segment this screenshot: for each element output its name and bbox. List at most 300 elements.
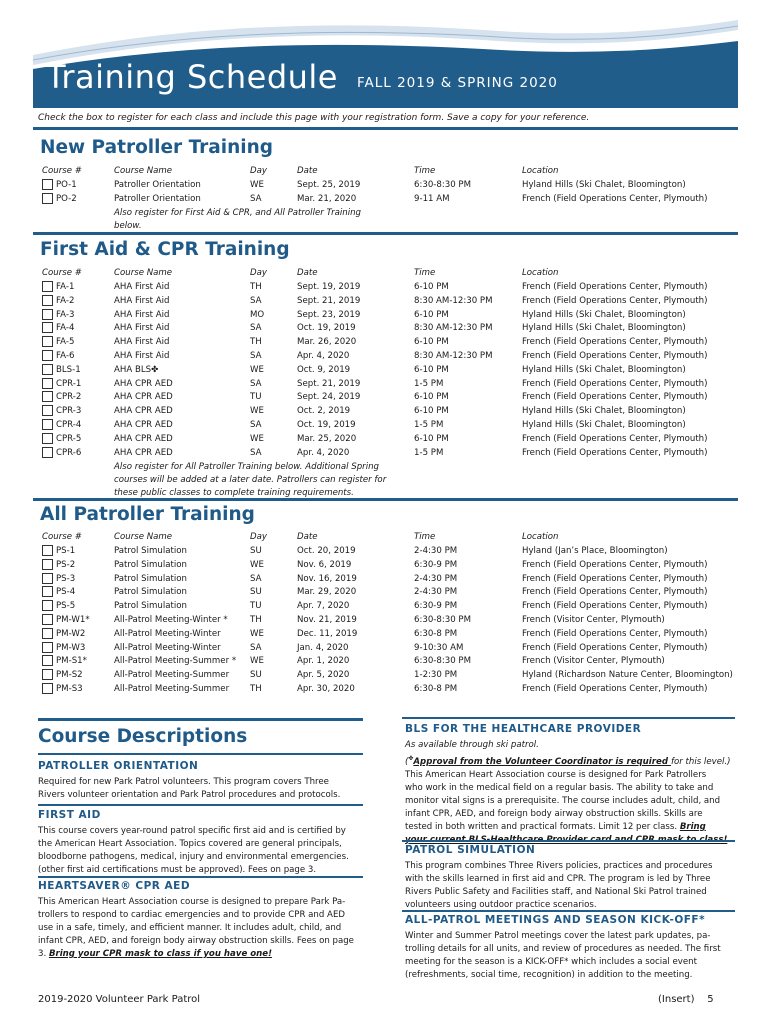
cell-location: French (Field Operations Center, Plymouth) (522, 378, 708, 389)
cell-day: TH (250, 615, 262, 625)
cell-location: Hyland Hills (Ski Chalet, Bloomington) (522, 309, 686, 320)
text-line: who work in the medical field on a regular basis. The ability to take and (405, 782, 714, 793)
cell-time: 1-5 PM (414, 378, 444, 389)
table-row (0, 546, 770, 560)
cell-day: WE (250, 406, 264, 417)
text-line: bloodborne pathogens, medical, injury and environmental emergencies. (38, 852, 349, 862)
text-line: (other first aid certifications must be approved). Fees on page 3. (38, 865, 317, 875)
cell-location: Hyland Hills (Ski Chalet, Bloomington) (522, 406, 686, 417)
cell-name: Patrol Simulation (114, 573, 187, 584)
cell-time: 6-10 PM (414, 337, 449, 348)
cell-date: Nov. 21, 2019 (297, 615, 357, 625)
cell-course: PM-S1* (56, 656, 87, 667)
cell-course: PM-W3 (56, 642, 86, 653)
register-checkbox[interactable] (42, 642, 53, 653)
heading-first-aid: FIRST AID (38, 809, 101, 821)
cell-date: Apr. 5, 2020 (297, 670, 350, 681)
text-line: Rivers Public Safety and Facilities staff, and National Ski Patrol trained (405, 887, 707, 897)
cell-course: CPR-1 (56, 378, 82, 389)
text-fragment: 3. (38, 949, 49, 959)
cell-date: Oct. 20, 2019 (297, 546, 356, 556)
cell-course: PS-3 (56, 573, 76, 584)
text-line: the American Heart Association. Topics covered are general principals, (38, 839, 342, 849)
cell-course: PS-4 (56, 587, 76, 598)
table-header (0, 166, 770, 180)
table-row (0, 601, 770, 615)
text-line: This course covers year-round patrol specific first aid and is certified by (38, 826, 346, 836)
cell-location: French (Field Operations Center, Plymouth) (522, 282, 708, 292)
col-course: Course # (42, 268, 82, 278)
divider (402, 840, 735, 842)
cell-name: All-Patrol Meeting-Winter * (114, 615, 228, 625)
cell-course: PS-1 (56, 546, 76, 556)
col-name: Course Name (114, 166, 173, 176)
table-row (0, 379, 770, 393)
col-location: Location (522, 268, 559, 278)
cell-name: All-Patrol Meeting-Winter (114, 628, 221, 639)
register-checkbox[interactable] (42, 600, 53, 611)
register-checkbox[interactable] (42, 336, 53, 347)
cell-location: Hyland Hills (Ski Chalet, Bloomington) (522, 323, 686, 334)
cell-name: AHA CPR AED (114, 392, 173, 403)
cell-course: CPR-3 (56, 406, 82, 417)
cell-date: Sept. 25, 2019 (297, 180, 361, 190)
cell-name: AHA CPR AED (114, 378, 173, 389)
cell-name: AHA First Aid (114, 282, 170, 292)
cell-day: WE (250, 656, 264, 667)
table-row (0, 560, 770, 574)
cell-date: Dec. 11, 2019 (297, 628, 358, 639)
note-line: courses will be added at a later date. Patrollers can register for (114, 475, 387, 485)
cell-time: 6-10 PM (414, 309, 449, 320)
text-line (38, 948, 354, 961)
cell-day: TU (250, 601, 262, 612)
text-line: Winter and Summer Patrol meetings cover the latest park updates, pa- (405, 931, 711, 941)
divider (402, 717, 735, 719)
divider (402, 910, 735, 912)
register-checkbox[interactable] (42, 405, 53, 416)
text-line: This American Heart Association course is designed for Park Patrollers (405, 769, 707, 780)
cell-time: 1-5 PM (414, 447, 444, 458)
text-line: (refreshments, social time, recognition) in addition to the meeting. (405, 970, 693, 980)
text-line: trolling details for all units, and review of procedures as needed. The first (405, 944, 721, 954)
cell-course: PM-W1* (56, 615, 90, 625)
cell-date: Oct. 19, 2019 (297, 323, 356, 334)
register-checkbox[interactable] (42, 281, 53, 292)
register-checkbox[interactable] (42, 614, 53, 625)
cell-course: CPR-4 (56, 420, 82, 430)
cell-time: 6:30-9 PM (414, 559, 458, 570)
register-checkbox[interactable] (42, 683, 53, 694)
col-course: Course # (42, 532, 82, 542)
heading-patroller-orientation: PATROLLER ORIENTATION (38, 760, 199, 772)
cell-time: 6:30-8:30 PM (414, 656, 472, 667)
table-row (0, 629, 770, 643)
register-checkbox[interactable] (42, 545, 53, 556)
cell-location: French (Field Operations Center, Plymouth) (522, 684, 708, 694)
text-line: monitor vital signs is a prerequisite. The course includes adult, child, and (405, 795, 721, 806)
heading-patrol-simulation: PATROL SIMULATION (405, 844, 536, 856)
text-line: meeting for the season is a KICK-OFF* which includes a social event (405, 957, 697, 967)
cell-name: All-Patrol Meeting-Winter (114, 642, 221, 653)
section-title-all-patroller: All Patroller Training (40, 504, 255, 525)
heading-heartsaver: HEARTSAVER® CPR AED (38, 880, 191, 892)
cell-date: Apr. 4, 2020 (297, 447, 350, 458)
cell-time: 2-4:30 PM (414, 546, 458, 556)
cell-time: 6-10 PM (414, 364, 449, 375)
cell-date: Apr. 4, 2020 (297, 351, 350, 361)
cell-day: SA (250, 573, 262, 584)
table-header (0, 268, 770, 282)
table-row (0, 420, 770, 434)
col-name: Course Name (114, 268, 173, 278)
note-line: Also register for First Aid & CPR, and All Patroller Training (114, 208, 362, 218)
note-line: Also register for All Patroller Training below. Additional Spring (114, 462, 379, 472)
table-row (0, 351, 770, 365)
table-row (0, 310, 770, 324)
cell-name: AHA CPR AED (114, 420, 173, 430)
cell-course: PS-2 (56, 559, 76, 570)
course-descriptions-title: Course Descriptions (38, 726, 248, 747)
col-day: Day (250, 532, 267, 542)
cell-day: WE (250, 180, 264, 190)
cell-course: FA-1 (56, 282, 75, 292)
emphasis-text: Bring (679, 821, 706, 832)
cell-date: Sept. 24, 2019 (297, 392, 361, 403)
text-line: Required for new Park Patrol volunteers. This program covers Three (38, 777, 329, 787)
cell-date: Mar. 21, 2020 (297, 193, 357, 204)
cell-date: Mar. 29, 2020 (297, 587, 357, 598)
register-checkbox[interactable] (42, 669, 53, 680)
cell-date: Mar. 25, 2020 (297, 433, 357, 444)
divider (33, 232, 738, 235)
col-day: Day (250, 166, 267, 176)
text-line: trollers to respond to cardiac emergencies and to provide CPR and AED (38, 910, 345, 920)
cell-location: French (Field Operations Center, Plymouth) (522, 392, 708, 403)
table-row (0, 684, 770, 698)
register-checkbox[interactable] (42, 295, 53, 306)
divider (38, 876, 363, 878)
cell-name: AHA First Aid (114, 323, 170, 334)
page-subtitle: FALL 2019 & SPRING 2020 (357, 75, 558, 91)
cell-name: All-Patrol Meeting-Summer * (114, 656, 237, 667)
register-checkbox[interactable] (42, 179, 53, 190)
cell-course: CPR-2 (56, 392, 82, 403)
cell-course: CPR-5 (56, 433, 82, 444)
cell-day: SA (250, 378, 262, 389)
cell-day: SA (250, 447, 262, 458)
cell-time: 1-2:30 PM (414, 670, 458, 681)
page-title: Training Schedule (46, 58, 338, 96)
cell-time: 6-10 PM (414, 433, 449, 444)
cell-location: French (Field Operations Center, Plymouth) (522, 559, 708, 570)
cell-day: TU (250, 392, 262, 403)
cell-course: PO-2 (56, 193, 77, 204)
table-row (0, 323, 770, 337)
cell-name: AHA CPR AED (114, 447, 173, 458)
desc-patrol-simulation (405, 860, 712, 912)
cell-day: SA (250, 420, 262, 430)
cell-course: PM-S2 (56, 670, 83, 681)
cell-time: 6:30-9 PM (414, 601, 458, 612)
divider (33, 127, 738, 130)
col-date: Date (297, 166, 318, 176)
cell-location: Hyland (Jan’s Place, Bloomington) (522, 546, 668, 556)
cell-date: Oct. 19, 2019 (297, 420, 356, 430)
cell-date: Sept. 19, 2019 (297, 282, 361, 292)
cell-name: AHA BLS✤ (114, 364, 159, 375)
cell-name: AHA CPR AED (114, 433, 173, 444)
register-checkbox[interactable] (42, 655, 53, 666)
cell-course: PS-5 (56, 601, 76, 612)
register-checkbox[interactable] (42, 419, 53, 430)
table-row (0, 587, 770, 601)
register-checkbox[interactable] (42, 391, 53, 402)
footer-page-number: (Insert) 5 (658, 994, 714, 1005)
cell-course: FA-4 (56, 323, 75, 334)
register-checkbox[interactable] (42, 350, 53, 361)
cell-location: French (Field Operations Center, Plymouth) (522, 447, 708, 458)
cell-location: Hyland (Richardson Nature Center, Bloomington) (522, 670, 733, 681)
cell-date: Mar. 26, 2020 (297, 337, 357, 348)
cell-name: AHA First Aid (114, 295, 170, 306)
col-time: Time (414, 166, 436, 176)
text-line: volunteers using outdoor practice scenarios. (405, 900, 597, 910)
cell-course: PM-S3 (56, 684, 83, 694)
cell-day: WE (250, 559, 264, 570)
note-new-patroller (114, 207, 361, 233)
text-fragment: ✤ (408, 755, 414, 762)
register-checkbox[interactable] (42, 559, 53, 570)
cell-time: 6:30-8:30 PM (414, 180, 472, 190)
register-checkbox[interactable] (42, 586, 53, 597)
cell-name: AHA CPR AED (114, 406, 173, 417)
text-line (405, 752, 730, 769)
register-checkbox[interactable] (42, 364, 53, 375)
col-name: Course Name (114, 532, 173, 542)
table-row (0, 615, 770, 629)
cell-location: French (Field Operations Center, Plymouth) (522, 573, 708, 584)
cell-date: Nov. 6, 2019 (297, 559, 352, 570)
cell-location: French (Visitor Center, Plymouth) (522, 656, 665, 667)
cell-course: PM-W2 (56, 628, 86, 639)
cell-day: TH (250, 337, 262, 348)
register-checkbox[interactable] (42, 447, 53, 458)
table-row (0, 643, 770, 657)
cell-day: MO (250, 309, 265, 320)
cell-course: FA-3 (56, 309, 75, 320)
register-checkbox[interactable] (42, 433, 53, 444)
section-title-new-patroller: New Patroller Training (40, 137, 274, 158)
cell-name: Patroller Orientation (114, 180, 201, 190)
cell-name: Patrol Simulation (114, 601, 187, 612)
cell-course: FA-5 (56, 337, 75, 348)
cell-name: All-Patrol Meeting-Summer (114, 670, 230, 681)
cell-date: Jan. 4, 2020 (297, 642, 349, 653)
table-row (0, 194, 770, 208)
cell-location: French (Visitor Center, Plymouth) (522, 615, 665, 625)
cell-location: French (Field Operations Center, Plymouth) (522, 295, 708, 306)
cell-location: French (Field Operations Center, Plymouth) (522, 433, 708, 444)
cell-date: Apr. 7, 2020 (297, 601, 350, 612)
cell-date: Apr. 30, 2020 (297, 684, 355, 694)
section-title-first-aid: First Aid & CPR Training (40, 239, 290, 260)
col-course: Course # (42, 166, 82, 176)
desc-heartsaver (38, 896, 354, 961)
table-row (0, 448, 770, 462)
cell-time: 6-10 PM (414, 406, 449, 417)
text-line: Rivers volunteer orientation and Park Patrol procedures and protocols. (38, 790, 341, 800)
cell-day: WE (250, 364, 264, 375)
cell-location: French (Field Operations Center, Plymouth) (522, 601, 708, 612)
cell-location: Hyland Hills (Ski Chalet, Bloomington) (522, 364, 686, 375)
text-line (405, 821, 730, 834)
cell-time: 6:30-8 PM (414, 628, 458, 639)
cell-date: Sept. 23, 2019 (297, 309, 361, 320)
instructions-text: Check the box to register for each class and include this page with your registration form. Save a copy for your reference. (38, 113, 590, 123)
desc-meetings (405, 930, 721, 982)
col-date: Date (297, 532, 318, 542)
text-fragment: for this level.) (670, 756, 731, 767)
desc-bls (405, 739, 730, 847)
cell-day: SA (250, 323, 262, 334)
cell-day: TH (250, 282, 262, 292)
cell-course: BLS-1 (56, 364, 81, 375)
cell-day: SA (250, 351, 262, 361)
divider (38, 804, 363, 806)
divider (33, 498, 738, 501)
cell-time: 6:30-8:30 PM (414, 615, 472, 625)
col-time: Time (414, 268, 436, 278)
col-time: Time (414, 532, 436, 542)
register-checkbox[interactable] (42, 573, 53, 584)
cell-date: Oct. 2, 2019 (297, 406, 351, 417)
cell-name: Patrol Simulation (114, 546, 187, 556)
divider (38, 718, 363, 721)
cell-day: WE (250, 433, 264, 444)
cell-time: 8:30 AM-12:30 PM (414, 295, 493, 306)
col-location: Location (522, 166, 559, 176)
cell-time: 6-10 PM (414, 392, 449, 403)
cell-location: French (Field Operations Center, Plymouth) (522, 628, 708, 639)
register-checkbox[interactable] (42, 628, 53, 639)
col-location: Location (522, 532, 559, 542)
cell-location: French (Field Operations Center, Plymouth) (522, 587, 708, 598)
cell-time: 6:30-8 PM (414, 684, 458, 694)
table-row (0, 180, 770, 194)
cell-time: 8:30 AM-12:30 PM (414, 323, 493, 334)
register-checkbox[interactable] (42, 378, 53, 389)
cell-name: Patrol Simulation (114, 559, 187, 570)
table-row (0, 670, 770, 684)
text-line: As available through ski patrol. (405, 740, 539, 750)
register-checkbox[interactable] (42, 322, 53, 333)
cell-location: Hyland Hills (Ski Chalet, Bloomington) (522, 180, 686, 190)
cell-name: AHA First Aid (114, 309, 170, 320)
col-date: Date (297, 268, 318, 278)
heading-bls: BLS FOR THE HEALTHCARE PROVIDER (405, 723, 642, 735)
cell-date: Nov. 16, 2019 (297, 573, 357, 584)
cell-date: Sept. 21, 2019 (297, 378, 361, 389)
cell-location: French (Field Operations Center, Plymouth) (522, 642, 708, 653)
note-first-aid (114, 461, 386, 500)
cell-date: Sept. 21, 2019 (297, 295, 361, 306)
cell-course: CPR-6 (56, 447, 82, 458)
cell-time: 8:30 AM-12:30 PM (414, 351, 493, 361)
text-line: with the skills learned in first aid and CPR. The program is led by Three (405, 874, 711, 884)
cell-time: 2-4:30 PM (414, 573, 458, 584)
cell-day: SA (250, 193, 262, 204)
cell-time: 1-5 PM (414, 420, 444, 430)
cell-location: French (Field Operations Center, Plymouth) (522, 193, 708, 204)
cell-course: FA-6 (56, 351, 75, 361)
cell-date: Oct. 9, 2019 (297, 364, 351, 375)
cell-course: PO-1 (56, 180, 77, 190)
note-line: below. (114, 221, 142, 231)
text-fragment: tested in both written and practical formats. Limit 12 per class. (405, 821, 680, 832)
cell-location: French (Field Operations Center, Plymouth) (522, 337, 708, 348)
table-row (0, 392, 770, 406)
cell-name: AHA First Aid (114, 351, 170, 361)
table-row (0, 406, 770, 420)
text-fragment: ( (405, 756, 409, 767)
text-line: This American Heart Association course is designed to prepare Park Pa- (38, 897, 346, 907)
desc-first-aid (38, 825, 349, 877)
table-row (0, 296, 770, 310)
cell-name: All-Patrol Meeting-Summer (114, 684, 230, 694)
emphasis-text: Approval from the Volunteer Coordinator is required (413, 756, 671, 767)
col-day: Day (250, 268, 267, 278)
cell-location: Hyland Hills (Ski Chalet, Bloomington) (522, 420, 686, 430)
divider (38, 753, 363, 755)
text-line: infant CPR, AED, and foreign body airway obstruction skills. Fees on page (38, 936, 354, 946)
text-line: infant CPR, AED, and foreign body airway obstruction skills. Skills are (405, 808, 703, 819)
text-line: This program combines Three Rivers policies, practices and procedures (405, 861, 713, 871)
cell-name: Patrol Simulation (114, 587, 187, 598)
table-row (0, 282, 770, 296)
desc-patroller-orientation (38, 776, 340, 802)
table-row (0, 365, 770, 379)
table-row (0, 574, 770, 588)
cell-day: SA (250, 642, 262, 653)
cell-day: SU (250, 670, 262, 681)
cell-day: TH (250, 684, 262, 694)
register-checkbox[interactable] (42, 309, 53, 320)
cell-location: French (Field Operations Center, Plymouth) (522, 351, 708, 361)
table-row (0, 434, 770, 448)
cell-day: SU (250, 546, 262, 556)
register-checkbox[interactable] (42, 193, 53, 204)
cell-day: SA (250, 295, 262, 306)
cell-course: FA-2 (56, 295, 75, 306)
cell-time: 2-4:30 PM (414, 587, 458, 598)
cell-date: Apr. 1, 2020 (297, 656, 350, 667)
cell-name: AHA First Aid (114, 337, 170, 348)
note-line: these public classes to complete training requirements. (114, 488, 354, 498)
cell-time: 9-11 AM (414, 193, 450, 204)
cell-time: 9-10:30 AM (414, 642, 464, 653)
emphasis-text: Bring your CPR mask to class if you have one! (48, 949, 273, 959)
table-row (0, 337, 770, 351)
footer-left: 2019-2020 Volunteer Park Patrol (38, 994, 201, 1005)
cell-name: Patroller Orientation (114, 193, 201, 204)
cell-time: 6-10 PM (414, 282, 449, 292)
heading-meetings: ALL-PATROL MEETINGS AND SEASON KICK-OFF* (405, 914, 706, 926)
cell-day: WE (250, 628, 264, 639)
table-row (0, 656, 770, 670)
text-line: use in a safe, timely, and efficient manner. It includes adult, child, and (38, 923, 342, 933)
cell-day: SU (250, 587, 262, 598)
